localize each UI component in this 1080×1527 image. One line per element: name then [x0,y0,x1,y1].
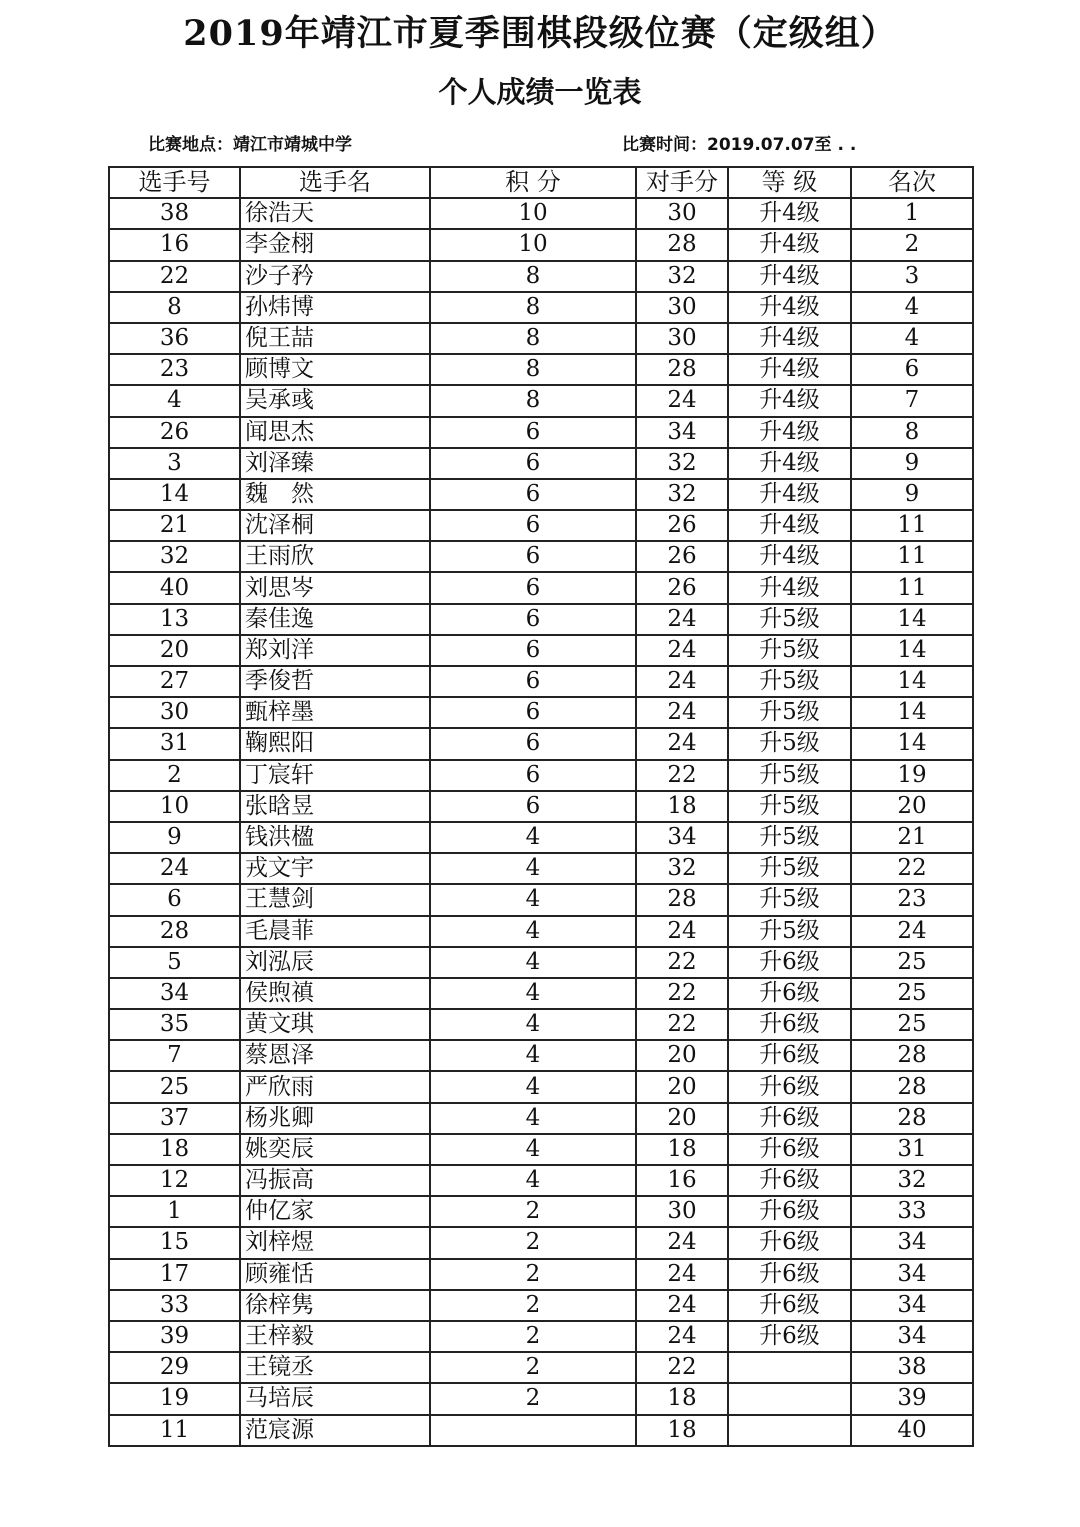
player-name-cell: 鞠熙阳 [240,728,430,759]
table-row [109,635,973,666]
opponent-score-cell: 18 [636,1383,728,1414]
venue-label: 比赛地点：靖江市靖城中学 [148,135,352,155]
table-row [109,510,973,541]
player-name-cell: 王镜丞 [240,1352,430,1383]
score-cell: 6 [430,697,636,728]
rank-cell: 1 [851,198,973,229]
grade-cell: 升6级 [728,978,851,1009]
player-number-cell: 6 [109,884,240,915]
player-number-cell: 1 [109,1196,240,1227]
player-number-cell: 27 [109,666,240,697]
player-name-cell: 顾雍恬 [240,1259,430,1290]
opponent-score-cell: 24 [636,385,728,416]
table-row [109,822,973,853]
rank-cell: 2 [851,229,973,260]
rank-cell: 20 [851,791,973,822]
rank-cell: 39 [851,1383,973,1414]
rank-cell: 14 [851,666,973,697]
grade-cell: 升4级 [728,198,851,229]
grade-cell: 升6级 [728,1040,851,1071]
grade-cell: 升4级 [728,479,851,510]
score-cell: 6 [430,760,636,791]
score-cell: 4 [430,916,636,947]
player-name-cell: 蔡恩泽 [240,1040,430,1071]
table-row [109,385,973,416]
opponent-score-cell: 24 [636,635,728,666]
player-number-cell: 21 [109,510,240,541]
table-row [109,1165,973,1196]
grade-cell: 升5级 [728,760,851,791]
rank-cell: 11 [851,541,973,572]
table-row [109,884,973,915]
player-name-cell: 王慧剑 [240,884,430,915]
player-number-cell: 18 [109,1134,240,1165]
table-row [109,978,973,1009]
player-name-cell: 姚奕辰 [240,1134,430,1165]
opponent-score-cell: 28 [636,354,728,385]
results-body [109,198,973,1446]
rank-cell: 21 [851,822,973,853]
rank-cell: 28 [851,1040,973,1071]
grade-cell: 升5级 [728,697,851,728]
score-cell: 2 [430,1383,636,1414]
player-number-cell: 32 [109,541,240,572]
player-name-cell: 钱洪楹 [240,822,430,853]
opponent-score-cell: 24 [636,916,728,947]
rank-cell: 23 [851,884,973,915]
opponent-score-cell: 18 [636,1134,728,1165]
player-number-cell: 13 [109,604,240,635]
grade-cell: 升6级 [728,1165,851,1196]
rank-cell: 38 [851,1352,973,1383]
player-name-cell: 李金栩 [240,229,430,260]
player-number-cell: 37 [109,1103,240,1134]
table-row [109,728,973,759]
grade-cell: 升5级 [728,884,851,915]
opponent-score-cell: 20 [636,1040,728,1071]
grade-cell: 升4级 [728,572,851,603]
player-name-cell: 刘思岑 [240,572,430,603]
player-number-cell: 24 [109,853,240,884]
player-number-cell: 34 [109,978,240,1009]
score-cell: 4 [430,947,636,978]
player-number-cell: 15 [109,1227,240,1258]
player-name-cell: 范宸源 [240,1415,430,1446]
table-row [109,1352,973,1383]
score-cell: 6 [430,604,636,635]
player-number-cell: 12 [109,1165,240,1196]
table-row [109,229,973,260]
player-number-cell: 4 [109,385,240,416]
opponent-score-cell: 28 [636,229,728,260]
score-cell: 4 [430,978,636,1009]
opponent-score-cell: 26 [636,510,728,541]
rank-cell: 3 [851,261,973,292]
opponent-score-cell: 22 [636,760,728,791]
player-name-cell: 张晗昱 [240,791,430,822]
grade-cell [728,1383,851,1414]
player-name-cell: 冯振高 [240,1165,430,1196]
player-name-cell: 杨兆卿 [240,1103,430,1134]
player-number-cell: 16 [109,229,240,260]
opponent-score-cell: 20 [636,1103,728,1134]
player-name-cell: 季俊哲 [240,666,430,697]
page-subtitle: 个人成绩一览表 [438,75,642,109]
opponent-score-cell: 32 [636,448,728,479]
table-row [109,354,973,385]
player-name-cell: 孙炜博 [240,292,430,323]
player-name-cell: 黄文琪 [240,1009,430,1040]
player-number-cell: 9 [109,822,240,853]
grade-cell: 升6级 [728,1103,851,1134]
grade-cell: 升6级 [728,1009,851,1040]
player-number-cell: 11 [109,1415,240,1446]
score-cell: 4 [430,1071,636,1102]
player-number-cell: 19 [109,1383,240,1414]
rank-cell: 9 [851,448,973,479]
score-cell: 4 [430,884,636,915]
opponent-score-cell: 18 [636,791,728,822]
score-cell: 4 [430,822,636,853]
grade-cell: 升6级 [728,1196,851,1227]
player-name-cell: 沙子矜 [240,261,430,292]
score-cell: 6 [430,728,636,759]
table-row [109,666,973,697]
player-number-cell: 39 [109,1321,240,1352]
rank-cell: 11 [851,510,973,541]
player-name-cell: 侯煦禛 [240,978,430,1009]
table-row [109,791,973,822]
opponent-score-cell: 32 [636,479,728,510]
player-number-cell: 40 [109,572,240,603]
table-row [109,1383,973,1414]
opponent-score-cell: 22 [636,1009,728,1040]
grade-cell: 升4级 [728,323,851,354]
grade-cell: 升6级 [728,1290,851,1321]
player-name-cell: 王梓毅 [240,1321,430,1352]
rank-cell: 32 [851,1165,973,1196]
opponent-score-cell: 22 [636,947,728,978]
column-header-player-number: 选手号 [109,167,240,198]
rank-cell: 34 [851,1290,973,1321]
table-row [109,198,973,229]
grade-cell: 升5级 [728,853,851,884]
grade-cell [728,1352,851,1383]
player-name-cell: 毛晨菲 [240,916,430,947]
score-cell: 6 [430,572,636,603]
player-name-cell: 仲亿家 [240,1196,430,1227]
score-cell: 6 [430,448,636,479]
score-cell: 4 [430,1009,636,1040]
rank-cell: 14 [851,728,973,759]
rank-cell: 25 [851,1009,973,1040]
opponent-score-cell: 24 [636,728,728,759]
rank-cell: 14 [851,697,973,728]
player-name-cell: 戎文宇 [240,853,430,884]
player-name-cell: 刘梓煜 [240,1227,430,1258]
opponent-score-cell: 30 [636,198,728,229]
table-row [109,1321,973,1352]
table-row [109,541,973,572]
opponent-score-cell: 28 [636,884,728,915]
grade-cell: 升4级 [728,261,851,292]
grade-cell: 升4级 [728,385,851,416]
column-header-player-name: 选手名 [240,167,430,198]
score-cell: 2 [430,1290,636,1321]
rank-cell: 34 [851,1227,973,1258]
player-name-cell: 严欣雨 [240,1071,430,1102]
player-number-cell: 23 [109,354,240,385]
player-number-cell: 22 [109,261,240,292]
table-row [109,853,973,884]
grade-cell: 升4级 [728,354,851,385]
rank-cell: 14 [851,635,973,666]
score-cell: 6 [430,510,636,541]
grade-cell: 升6级 [728,947,851,978]
opponent-score-cell: 24 [636,697,728,728]
rank-cell: 25 [851,947,973,978]
player-number-cell: 17 [109,1259,240,1290]
table-row [109,417,973,448]
table-row [109,572,973,603]
rank-cell: 7 [851,385,973,416]
score-cell: 4 [430,1103,636,1134]
player-number-cell: 35 [109,1009,240,1040]
score-cell: 4 [430,853,636,884]
player-name-cell: 倪王喆 [240,323,430,354]
header-row [109,167,973,198]
table-row [109,1103,973,1134]
rank-cell: 24 [851,916,973,947]
score-cell: 10 [430,229,636,260]
grade-cell: 升4级 [728,448,851,479]
player-number-cell: 25 [109,1071,240,1102]
score-cell: 2 [430,1259,636,1290]
table-row [109,604,973,635]
table-row [109,947,973,978]
opponent-score-cell: 24 [636,1259,728,1290]
column-header-score: 积 分 [430,167,636,198]
grade-cell: 升6级 [728,1071,851,1102]
score-cell: 6 [430,417,636,448]
table-row [109,760,973,791]
opponent-score-cell: 34 [636,822,728,853]
score-cell: 6 [430,791,636,822]
rank-cell: 14 [851,604,973,635]
opponent-score-cell: 30 [636,323,728,354]
score-cell: 6 [430,541,636,572]
grade-cell: 升4级 [728,229,851,260]
player-name-cell: 闻思杰 [240,417,430,448]
column-header-rank: 名次 [851,167,973,198]
player-number-cell: 7 [109,1040,240,1071]
player-number-cell: 10 [109,791,240,822]
player-name-cell: 王雨欣 [240,541,430,572]
score-cell: 6 [430,666,636,697]
opponent-score-cell: 24 [636,1227,728,1258]
rank-cell: 40 [851,1415,973,1446]
player-number-cell: 8 [109,292,240,323]
player-name-cell: 徐梓隽 [240,1290,430,1321]
player-number-cell: 5 [109,947,240,978]
player-name-cell: 刘泽臻 [240,448,430,479]
opponent-score-cell: 20 [636,1071,728,1102]
column-header-opponent-score: 对手分 [636,167,728,198]
grade-cell: 升5级 [728,791,851,822]
player-number-cell: 29 [109,1352,240,1383]
player-number-cell: 2 [109,760,240,791]
table-row [109,1227,973,1258]
player-number-cell: 38 [109,198,240,229]
opponent-score-cell: 34 [636,417,728,448]
date-label: 比赛时间：2019.07.07至 . . [622,135,857,155]
player-name-cell: 丁宸轩 [240,760,430,791]
player-name-cell: 徐浩天 [240,198,430,229]
player-number-cell: 28 [109,916,240,947]
opponent-score-cell: 16 [636,1165,728,1196]
player-number-cell: 36 [109,323,240,354]
score-cell: 2 [430,1227,636,1258]
score-cell: 2 [430,1352,636,1383]
player-number-cell: 20 [109,635,240,666]
rank-cell: 11 [851,572,973,603]
player-name-cell: 魏 然 [240,479,430,510]
player-number-cell: 3 [109,448,240,479]
player-name-cell: 吴承彧 [240,385,430,416]
results-table [108,166,974,1447]
grade-cell [728,1415,851,1446]
table-row [109,448,973,479]
opponent-score-cell: 26 [636,572,728,603]
rank-cell: 25 [851,978,973,1009]
opponent-score-cell: 18 [636,1415,728,1446]
player-number-cell: 14 [109,479,240,510]
table-row [109,261,973,292]
score-cell: 8 [430,261,636,292]
score-cell: 4 [430,1134,636,1165]
table-row [109,323,973,354]
rank-cell: 34 [851,1321,973,1352]
rank-cell: 4 [851,292,973,323]
opponent-score-cell: 30 [636,292,728,323]
player-name-cell: 甄梓墨 [240,697,430,728]
page-title: 2019年靖江市夏季围棋段级位赛（定级组） [183,13,897,54]
score-cell: 8 [430,323,636,354]
rank-cell: 19 [851,760,973,791]
player-number-cell: 33 [109,1290,240,1321]
rank-cell: 22 [851,853,973,884]
player-number-cell: 26 [109,417,240,448]
opponent-score-cell: 24 [636,1290,728,1321]
grade-cell: 升5级 [728,666,851,697]
table-row [109,1290,973,1321]
grade-cell: 升4级 [728,510,851,541]
grade-cell: 升4级 [728,292,851,323]
grade-cell: 升4级 [728,541,851,572]
table-row [109,1009,973,1040]
opponent-score-cell: 22 [636,978,728,1009]
grade-cell: 升5级 [728,822,851,853]
score-cell [430,1415,636,1446]
table-row [109,697,973,728]
grade-cell: 升5级 [728,604,851,635]
score-cell: 8 [430,354,636,385]
rank-cell: 34 [851,1259,973,1290]
score-cell: 2 [430,1321,636,1352]
table-row [109,1259,973,1290]
opponent-score-cell: 26 [636,541,728,572]
opponent-score-cell: 32 [636,261,728,292]
score-cell: 4 [430,1165,636,1196]
table-row [109,479,973,510]
score-cell: 8 [430,292,636,323]
opponent-score-cell: 24 [636,1321,728,1352]
table-row [109,1071,973,1102]
grade-cell: 升6级 [728,1321,851,1352]
opponent-score-cell: 24 [636,604,728,635]
score-cell: 8 [430,385,636,416]
grade-cell: 升4级 [728,417,851,448]
opponent-score-cell: 22 [636,1352,728,1383]
opponent-score-cell: 32 [636,853,728,884]
grade-cell: 升5级 [728,728,851,759]
grade-cell: 升6级 [728,1227,851,1258]
player-name-cell: 沈泽桐 [240,510,430,541]
table-row [109,1134,973,1165]
table-row [109,292,973,323]
score-cell: 4 [430,1040,636,1071]
opponent-score-cell: 30 [636,1196,728,1227]
rank-cell: 33 [851,1196,973,1227]
player-name-cell: 秦佳逸 [240,604,430,635]
table-row [109,1040,973,1071]
score-cell: 6 [430,635,636,666]
player-name-cell: 顾博文 [240,354,430,385]
rank-cell: 28 [851,1071,973,1102]
rank-cell: 31 [851,1134,973,1165]
player-name-cell: 刘泓辰 [240,947,430,978]
player-number-cell: 30 [109,697,240,728]
grade-cell: 升6级 [728,1259,851,1290]
player-number-cell: 31 [109,728,240,759]
rank-cell: 9 [851,479,973,510]
score-cell: 10 [430,198,636,229]
table-row [109,916,973,947]
column-header-grade: 等 级 [728,167,851,198]
rank-cell: 4 [851,323,973,354]
rank-cell: 6 [851,354,973,385]
score-cell: 2 [430,1196,636,1227]
table-row [109,1196,973,1227]
table-row [109,1415,973,1446]
grade-cell: 升5级 [728,635,851,666]
rank-cell: 8 [851,417,973,448]
grade-cell: 升6级 [728,1134,851,1165]
opponent-score-cell: 24 [636,666,728,697]
rank-cell: 28 [851,1103,973,1134]
grade-cell: 升5级 [728,916,851,947]
player-name-cell: 马培辰 [240,1383,430,1414]
score-cell: 6 [430,479,636,510]
player-name-cell: 郑刘洋 [240,635,430,666]
